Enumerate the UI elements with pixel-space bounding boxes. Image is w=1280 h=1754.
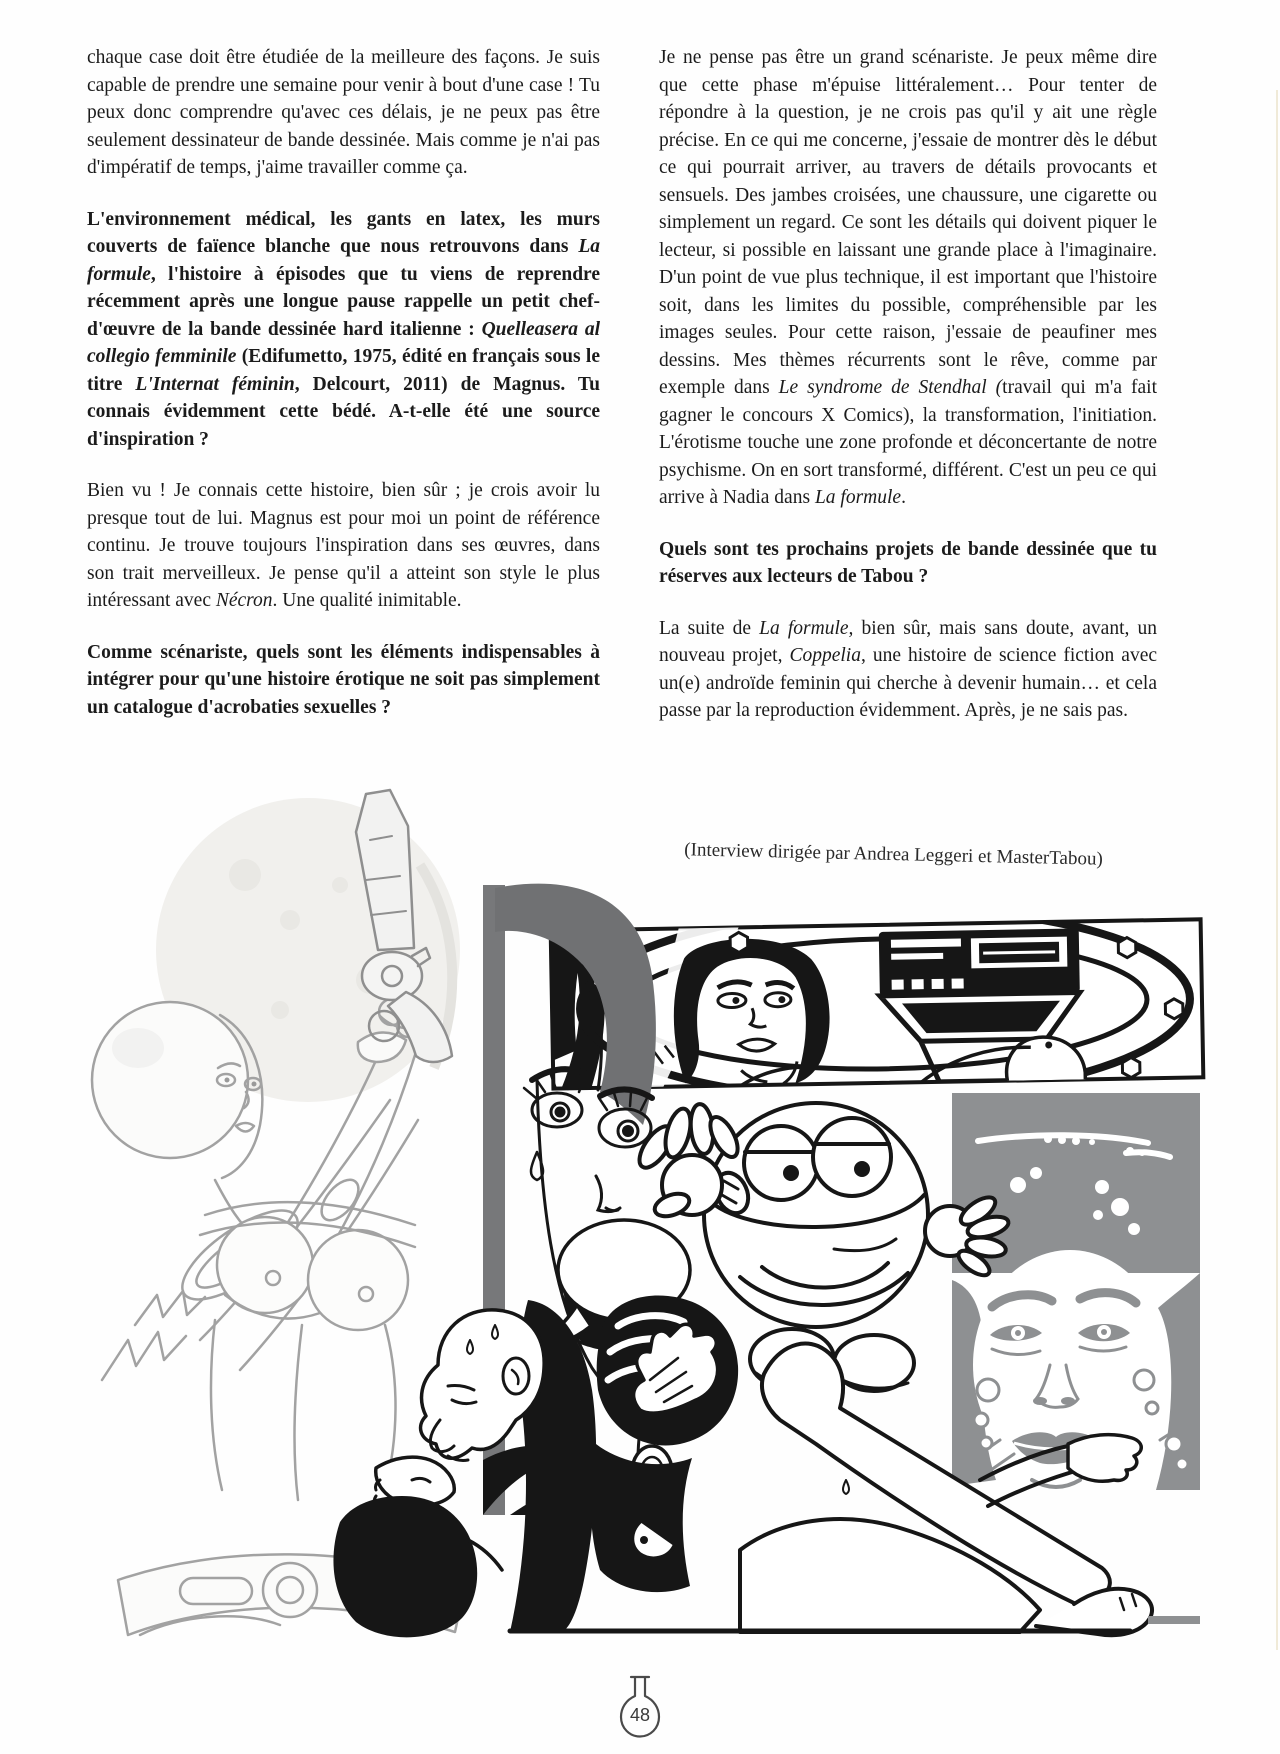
- comic-artwork-collage: [40, 780, 1220, 1660]
- interview-answer-paragraph: La suite de La formule, bien sûr, mais sans doute, avant, un nouveau projet, Coppelia, une histoire de science fiction avec un(e) androïde feminin qui cherche à devenir humain… et cela passe par la reproduction évidemment. Après, je ne sais pas.: [659, 617, 1158, 721]
- gray-underwater-face-panel: [952, 1093, 1200, 1490]
- page-edge-shadow: [1276, 90, 1278, 1650]
- page-number: 48: [629, 1705, 651, 1725]
- interview-answer-paragraph: Je ne pense pas être un grand scénariste. Je peux même dire que cette phase m'épuise littéralement… Pour tenter de répondre à la question, je ne crois pas qu'il y ait une règle précise. En ce qui me concerne, j'essaie de montrer dès le début ce qui pourrait arriver, au travers de détails provocants et sensuels. Des jambes croisées, une chaussure, une cigarette ou simplement un regard. Ce sont les détails qui doivent piquer le lecteur, si possible en laissant une grande place à l'imaginaire. D'un point de vue plus technique, il est important que l'histoire soit, dans les limites du possible, compréhensible par les images seules. Pour cette raison, j'essaie de peaufiner mes dessins. Mes thèmes récurrents sont le rêve, comme par exemple dans Le syndrome de Stendhal (travail qui m'a fait gagner le concours X Comics), la transformation, l'initiation. L'érotisme touche une zone profonde et déconcertante de notre psychisme. On en sort transformé, différent. C'est un peu ce qui arrive à Nadia dans La formule.: [659, 47, 1158, 508]
- interview-answer-paragraph: Bien vu ! Je connais cette histoire, bien sûr ; je crois avoir lu presque tout de lui. Magnus est pour moi un point de référence continu. Je trouve toujours l'inspiration dans ses œuvres, dans son trait merveilleux. Je pense qu'il a atteint son style le plus intéressant avec Nécron. Une qualité inimitable.: [87, 480, 600, 611]
- interview-question-paragraph: L'environnement médical, les gants en latex, les murs couverts de faïence blanche que nous retrouvons dans La formule, l'histoire à épisodes que tu viens de reprendre récemment après une longue pause rappelle un petit chef-d'œuvre de la bande dessinée hard italienne : Quelleasera al collegio femminile (Edifumetto, 1975, édité en français sous le titre L'Internat féminin, Delcourt, 2011) de Magnus. Tu connais évidemment cette bédé. A-t-elle été une source d'inspiration ?: [87, 208, 600, 450]
- interview-answer-paragraph: chaque case doit être étudiée de la meilleure des façons. Je suis capable de prendre une semaine pour venir à bout d'une case ! Tu peux donc comprendre qu'avec ces délais, je ne peux pas être seulement dessinateur de bande dessinée. Mais comme je n'ai pas d'impératif de temps, j'aime travailler comme ça.: [87, 47, 600, 178]
- interview-question-paragraph: Quels sont tes prochains projets de bande dessinée que tu réserves aux lecteurs de Tabou ?: [659, 538, 1157, 587]
- right-text-column: [659, 44, 1157, 749]
- interview-question-paragraph: Comme scénariste, quels sont les éléments indispensables à intégrer pour qu'une histoire érotique ne soit pas simplement un catalogue d'acrobaties sexuelles ?: [87, 641, 600, 718]
- left-text-column: [87, 44, 600, 745]
- page-footer: [618, 1674, 662, 1742]
- interview-credit-line: (Interview dirigée par Andrea Leggeri et MasterTabou): [684, 839, 1104, 870]
